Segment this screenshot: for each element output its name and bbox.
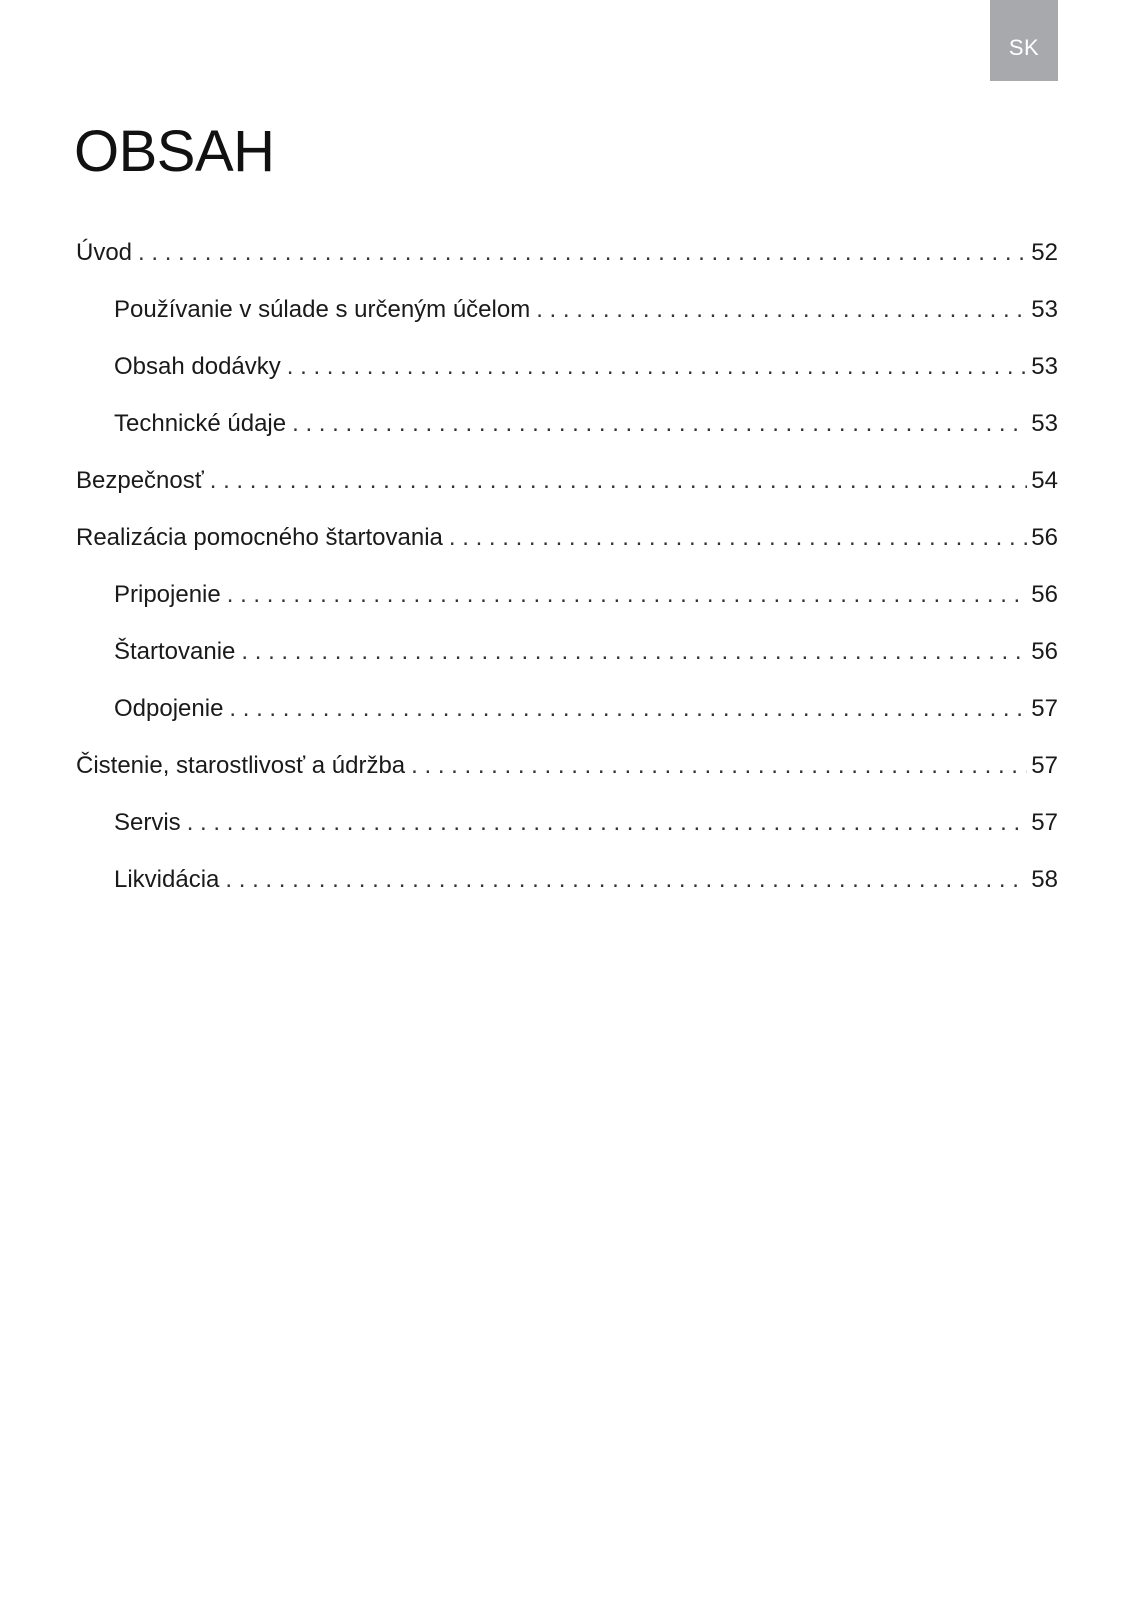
toc-entry[interactable] — [76, 293, 1058, 350]
language-tab: SK — [990, 0, 1058, 81]
toc-page-number: 57 — [1031, 695, 1058, 722]
toc-dot-leader — [411, 749, 1027, 783]
toc-dot-leader — [229, 692, 1027, 726]
toc-entry-label: Používanie v súlade s určeným účelom — [114, 296, 531, 323]
toc-entry[interactable] — [76, 749, 1058, 806]
toc-entry[interactable] — [76, 806, 1058, 863]
toc-page-number: 56 — [1031, 638, 1058, 665]
page-title: OBSAH — [74, 119, 275, 184]
table-of-contents — [76, 236, 1058, 920]
toc-entry[interactable] — [76, 407, 1058, 464]
toc-entry[interactable] — [76, 464, 1058, 521]
toc-page-number: 52 — [1031, 239, 1058, 266]
toc-dot-leader — [241, 635, 1027, 669]
toc-entry[interactable] — [76, 635, 1058, 692]
toc-entry[interactable] — [76, 521, 1058, 578]
toc-entry[interactable] — [76, 236, 1058, 293]
toc-page-number: 53 — [1031, 296, 1058, 323]
toc-entry-label: Servis — [114, 809, 181, 836]
toc-page-number: 53 — [1031, 353, 1058, 380]
toc-page-number: 57 — [1031, 752, 1058, 779]
toc-dot-leader — [292, 407, 1027, 441]
toc-dot-leader — [138, 236, 1027, 270]
toc-dot-leader — [449, 521, 1027, 555]
toc-entry-label: Pripojenie — [114, 581, 221, 608]
toc-entry-label: Odpojenie — [114, 695, 224, 722]
toc-page-number: 56 — [1031, 581, 1058, 608]
toc-entry-label: Realizácia pomocného štartovania — [76, 524, 443, 551]
toc-dot-leader — [210, 464, 1028, 498]
toc-page-number: 58 — [1031, 866, 1058, 893]
toc-entry-label: Úvod — [76, 239, 133, 266]
toc-entry[interactable] — [76, 578, 1058, 635]
toc-dot-leader — [225, 863, 1027, 897]
toc-entry-label: Obsah dodávky — [114, 353, 281, 380]
toc-entry-label: Bezpečnosť — [76, 467, 204, 494]
toc-entry-label: Štartovanie — [114, 638, 236, 665]
toc-page-number: 56 — [1031, 524, 1058, 551]
toc-page-number: 57 — [1031, 809, 1058, 836]
toc-entry-label: Čistenie, starostlivosť a údržba — [76, 752, 406, 779]
toc-page-number: 53 — [1031, 410, 1058, 437]
toc-dot-leader — [536, 293, 1027, 327]
toc-entry[interactable] — [76, 350, 1058, 407]
toc-entry[interactable] — [76, 863, 1058, 920]
toc-entry-label: Technické údaje — [114, 410, 287, 437]
toc-page-number: 54 — [1031, 467, 1058, 494]
toc-dot-leader — [287, 350, 1028, 384]
toc-dot-leader — [187, 806, 1028, 840]
toc-dot-leader — [227, 578, 1028, 612]
toc-entry-label: Likvidácia — [114, 866, 220, 893]
toc-entry[interactable] — [76, 692, 1058, 749]
